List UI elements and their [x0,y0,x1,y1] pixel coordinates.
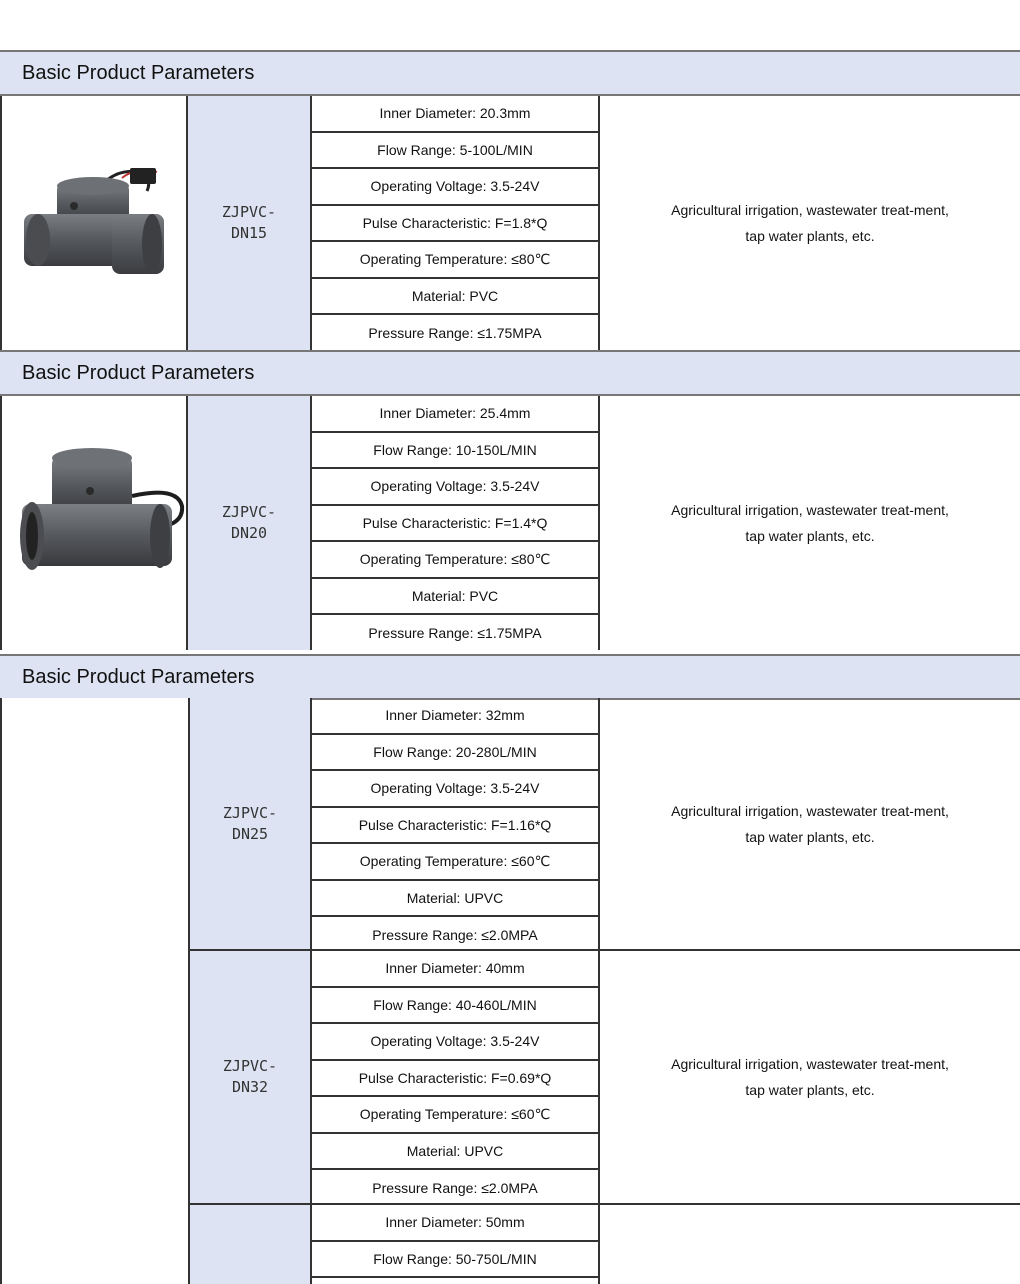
section-header: Basic Product Parameters [0,350,1020,396]
param-pressure-range: Pressure Range: ≤2.0MPA [372,927,538,944]
section-header: Basic Product Parameters [0,50,1020,96]
application-cell [600,1205,1020,1284]
param-pulse-characteristic: Pulse Characteristic: F=0.69*Q [312,1061,598,1098]
param-flow-range: Flow Range: 50-750L/MIN [312,1242,598,1279]
product-photo-cell [0,396,188,650]
param-flow-range: Flow Range: 20-280L/MIN [312,735,598,772]
param-pulse-characteristic: Pulse Characteristic: F=1.16*Q [312,808,598,845]
param-inner-diameter: Inner Diameter: 40mm [312,951,598,988]
param-pulse-characteristic: Pulse Characteristic: F=1.8*Q [312,206,598,243]
param-inner-diameter: Inner Diameter: 25.4mm [312,396,598,433]
param-material: Material: PVC [312,279,598,316]
param-list [312,698,600,950]
param-operating-voltage: Operating Voltage: 3.5-24V [312,1024,598,1061]
param-pulse-characteristic: Pulse Characteristic: F=1.4*Q [312,506,598,543]
param-operating-temperature: Operating Temperature: ≤60℃ [312,844,598,881]
param-list [312,96,600,350]
product-photo-cell [0,96,188,350]
application-text: Agricultural irrigation, wastewater treat-ment, tap water plants, etc. [671,1056,949,1098]
flow-sensor-image [2,396,186,650]
param-pressure-range: Pressure Range: ≤1.75MPA [368,625,542,642]
param-operating-temperature: Operating Temperature: ≤80℃ [312,242,598,279]
model-cell [188,1205,312,1284]
model-cell [188,396,312,650]
param-list [312,951,600,1203]
application-cell [600,96,1020,350]
param-material: Material: UPVC [312,1134,598,1171]
param-operating-voltage: Operating Voltage: 3.5-24V [312,771,598,808]
param-operating-temperature: Operating Temperature: ≤80℃ [312,542,598,579]
application-text: Agricultural irrigation, wastewater treat-ment, tap water plants, etc. [671,803,949,845]
model-size: DN32 [231,1078,269,1096]
param-list [312,1205,600,1284]
model-prefix: ZJPVC- [222,1057,278,1075]
product-photo-cell [0,698,188,1284]
model-prefix: ZJPVC- [221,203,277,221]
model-size: DN25 [231,825,269,843]
model-prefix: ZJPVC- [222,804,278,822]
param-pressure-range: Pressure Range: ≤1.75MPA [368,325,542,342]
model-cell [188,96,312,350]
flow-sensor-image [2,96,186,350]
model-prefix: ZJPVC- [221,503,277,521]
param-inner-diameter: Inner Diameter: 20.3mm [312,96,598,133]
param-material: Material: PVC [312,579,598,616]
param-flow-range: Flow Range: 10-150L/MIN [312,433,598,470]
application-text: Agricultural irrigation, wastewater treat-ment, tap water plants, etc. [671,202,949,244]
section-header: Basic Product Parameters [0,654,1020,700]
application-cell [600,396,1020,650]
application-cell [600,951,1020,1203]
model-size: DN15 [230,224,268,242]
param-material: Material: UPVC [312,881,598,918]
model-cell [188,698,312,950]
param-pressure-range: Pressure Range: ≤2.0MPA [372,1180,538,1197]
param-flow-range: Flow Range: 5-100L/MIN [312,133,598,170]
param-inner-diameter: Inner Diameter: 32mm [312,698,598,735]
param-inner-diameter: Inner Diameter: 50mm [312,1205,598,1242]
model-cell [188,951,312,1203]
application-text: Agricultural irrigation, wastewater treat-ment, tap water plants, etc. [671,502,949,544]
application-cell [600,698,1020,950]
model-size: DN20 [230,524,268,542]
param-flow-range: Flow Range: 40-460L/MIN [312,988,598,1025]
param-operating-voltage: Operating Voltage: 3.5-24V [312,469,598,506]
param-operating-temperature: Operating Temperature: ≤60℃ [312,1097,598,1134]
param-list [312,396,600,650]
param-operating-voltage: Operating Voltage: 3.5-24V [312,169,598,206]
